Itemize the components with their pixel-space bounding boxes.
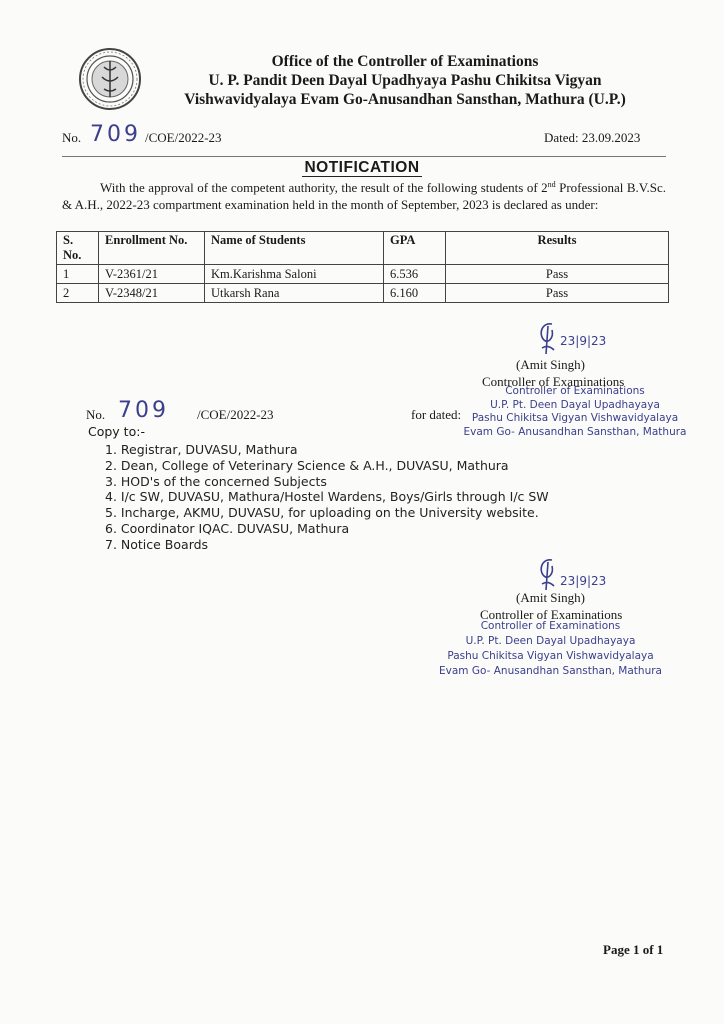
cell-enrollment: V-2348/21 bbox=[99, 284, 205, 303]
copy-handwritten-number: 709 bbox=[118, 398, 169, 423]
copy-recipient-list bbox=[105, 442, 549, 553]
official-stamp: Controller of Examinations U.P. Pt. Deen Dayal Upadhayaya Pashu Chikitsa Vigyan Vishwavidyalaya Evam Go- Anusandhan Sansthan, Mathura bbox=[463, 385, 687, 438]
header-office-title: Office of the Controller of Examinations bbox=[271, 53, 539, 70]
list-item: 2. Dean, College of Veterinary Science & A.H., DUVASU, Mathura bbox=[105, 457, 509, 473]
col-gpa: GPA bbox=[384, 232, 446, 265]
cell-result: Pass bbox=[446, 265, 669, 284]
header-university-line1: U. P. Pandit Deen Dayal Upadhyaya Pashu Chikitsa Vigyan bbox=[208, 72, 602, 89]
col-sno: S. No. bbox=[57, 232, 99, 265]
cell-sno: 1 bbox=[57, 265, 99, 284]
results-table bbox=[56, 231, 669, 303]
signature-date: 23|9|23 bbox=[560, 574, 607, 588]
cell-enrollment: V-2361/21 bbox=[99, 265, 205, 284]
page-number: Page 1 of 1 bbox=[603, 942, 664, 957]
signatory-title: Controller of Examinations bbox=[480, 607, 623, 622]
cell-gpa: 6.160 bbox=[384, 284, 446, 303]
ref-date: Dated: 23.09.2023 bbox=[544, 130, 641, 145]
ref-handwritten-number: 709 bbox=[90, 122, 141, 147]
signatory-title: Controller of Examinations bbox=[482, 374, 625, 389]
university-seal-icon bbox=[78, 47, 142, 111]
signatory-name: (Amit Singh) bbox=[516, 590, 585, 605]
list-item: 4. I/c SW, DUVASU, Mathura/Hostel Wardens, Boys/Girls through I/c SW bbox=[105, 489, 549, 505]
notification-paragraph: With the approval of the competent authority, the result of the following students of 2nd Professional B.V.Sc. & A.H., 2022-23 compartment examination held in the month of September, 2023 is declared as under: bbox=[62, 180, 667, 212]
notification-title: NOTIFICATION bbox=[304, 159, 420, 176]
table-row bbox=[57, 265, 669, 284]
header-university-line2: Vishwavidyalaya Evam Go-Anusandhan Sansthan, Mathura (U.P.) bbox=[184, 91, 626, 108]
col-name: Name of Students bbox=[205, 232, 384, 265]
cell-gpa: 6.536 bbox=[384, 265, 446, 284]
list-item: 6. Coordinator IQAC. DUVASU, Mathura bbox=[105, 520, 350, 536]
col-results: Results bbox=[446, 232, 669, 265]
signatory-name: (Amit Singh) bbox=[516, 357, 585, 372]
cell-result: Pass bbox=[446, 284, 669, 303]
col-enrollment: Enrollment No. bbox=[99, 232, 205, 265]
cell-name: Km.Karishma Saloni bbox=[205, 265, 384, 284]
copy-to-label: Copy to:- bbox=[88, 424, 145, 439]
ref-code: /COE/2022-23 bbox=[145, 130, 222, 145]
table-row bbox=[57, 284, 669, 303]
table-header-row bbox=[57, 232, 669, 265]
copy-ref-code: /COE/2022-23 bbox=[197, 407, 274, 422]
list-item: 3. HOD's of the concerned Subjects bbox=[105, 473, 327, 489]
ref-no-label: No. bbox=[62, 130, 82, 145]
signature-date: 23|9|23 bbox=[560, 334, 607, 348]
list-item: 1. Registrar, DUVASU, Mathura bbox=[105, 442, 298, 457]
cell-name: Utkarsh Rana bbox=[205, 284, 384, 303]
list-item: 7. Notice Boards bbox=[105, 536, 209, 552]
copy-for-dated: for dated: bbox=[411, 407, 462, 422]
list-item: 5. Incharge, AKMU, DUVASU, for uploading on the University website. bbox=[105, 505, 539, 521]
cell-sno: 2 bbox=[57, 284, 99, 303]
copy-no-label: No. bbox=[86, 407, 106, 422]
divider bbox=[62, 156, 666, 157]
official-stamp: Controller of Examinations U.P. Pt. Deen Dayal Upadhayaya Pashu Chikitsa Vigyan Vishwavidyalaya Evam Go- Anusandhan Sansthan, Mathura bbox=[439, 620, 662, 677]
